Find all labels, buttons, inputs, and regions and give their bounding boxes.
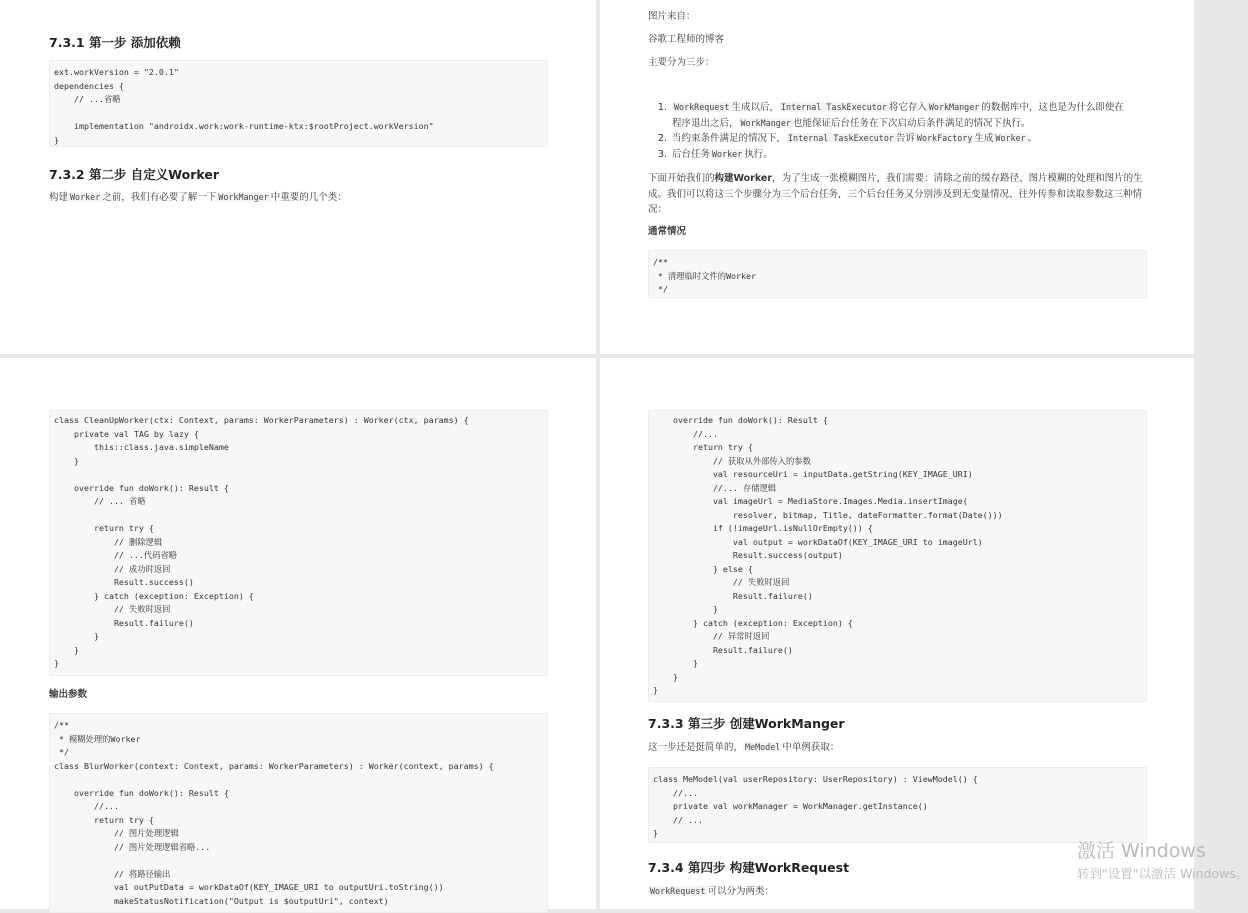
code-line: } [653,658,698,668]
inline-code: Worker [712,148,743,159]
code-line [54,107,543,121]
code-line: // 将路径输出 [54,868,171,879]
subheading-output-params: 输出参数 [49,689,88,700]
code-lines [54,414,543,671]
code-line: return try { [54,523,154,533]
code-line: } [653,685,658,695]
code-line: implementation "androidx.work:work-runtime-ktx:$rootProject.workVersion" [54,121,434,131]
page-top-left [0,0,596,354]
watermark-title: 激活 Windows [1077,840,1206,862]
inline-code: Worker [995,133,1026,143]
text: 。 [1027,133,1038,144]
text: 下面开始我们的 [648,173,715,184]
code-line: //... [653,428,718,439]
code-block-blur-worker [49,713,548,913]
text: 告诉 [895,133,915,144]
code-line: class MeModel(val userRepository: UserRepository) : ViewModel() { [653,774,978,784]
inline-code: Internal TaskExecutor [788,133,894,143]
bold-text: 构建Worker [714,173,773,184]
text: 后台任务 [672,148,711,160]
code-line: Result.failure() [653,644,793,655]
text: 之前，我们有必要了解一下 [102,192,217,203]
code-line [54,773,543,787]
heading-build-workrequest: 7.3.4 第四步 构建WorkRequest [648,860,850,875]
code-line [54,509,543,523]
code-line: this::class.java.simpleName [54,442,229,452]
code-line [54,468,543,482]
inline-code: WorkRequest [674,102,730,112]
code-line: */ [653,284,668,294]
code-line: } [54,644,79,655]
code-line: */ [54,747,69,757]
page-bottom-left [0,358,596,909]
text: 程序退出之后， [672,117,739,129]
code-line: // 图片处理逻辑 [54,828,179,838]
inline-code: WorkManger [928,102,980,112]
code-line: // 删除逻辑 [54,536,163,547]
code-line: // 图片处理逻辑省略... [54,841,211,852]
image-source-text: 谷歌工程师的博客 [648,34,725,45]
code-line: //... [54,801,119,811]
text: 中单例获取： [782,742,840,753]
code-line: // 获取从外部传入的参数 [653,455,811,466]
code-line: } catch (exception: Exception) { [54,590,254,601]
code-line: val outPutData = workDataOf(KEY_IMAGE_URI to outputUri.toString()) [54,882,444,892]
code-line: } [54,631,99,641]
list-item [670,100,1170,131]
text: 也能保证后台任务在下次启动后条件满足的情况下执行。 [792,117,1031,129]
watermark-subtitle: 转到"设置"以激活 Windows。 [1077,866,1248,881]
code-line: val output = workDataOf(KEY_IMAGE_URI to imageUrl) [653,536,983,547]
code-line: } catch (exception: Exception) { [653,617,853,628]
text: 将它存入 [888,102,927,113]
code-line: // ... [653,814,703,825]
code-line: Result.success() [54,577,194,587]
text: ，为了生成一张模糊图片，我们需要：清除之前的缓存路径、图片模糊的处理和图片的生成。我们可以将这三个步骤分为三个后台任务，三个后台任务又分别涉及到无变量情况、往外传参和读取参数这三种情况： [648,173,1143,215]
code-line: //... [653,787,698,798]
code-line: } else { [653,563,753,574]
code-line: } [653,671,678,682]
paragraph-workrequest-types [648,884,774,900]
code-line: override fun doWork(): Result { [54,787,229,798]
code-line: // ...代码省略 [54,550,178,560]
code-line: //... 存储逻辑 [653,482,777,493]
code-line: } [54,658,59,668]
steps-list [648,100,1170,162]
inline-code: WorkFactory [916,133,973,143]
code-lines [54,719,543,908]
code-line: } [54,134,59,145]
code-line: val imageUrl = MediaStore.Images.Media.insertImage( [653,496,968,506]
page-top-right [600,0,1194,354]
code-line: ext.workVersion = "2.0.1" [54,67,179,77]
windows-activation-watermark [1077,838,1248,883]
inline-code: WorkManger [218,192,269,202]
code-line: if (!imageUrl.isNullOrEmpty()) { [653,523,873,533]
inline-code: MeModel [745,742,781,752]
code-block-cleanup-worker [49,410,548,676]
code-block-cleanup-comment [648,250,1147,298]
code-line [54,854,543,868]
text: 可以分为两类： [707,886,774,897]
paragraph-workmanager-intro [648,740,839,756]
text: 这一步还是挺简单的， [648,742,744,753]
code-line: resolver, bitmap, Title, dateFormatter.format(Date())) [653,509,1003,520]
code-line: // ...省略 [54,94,121,104]
list-item [670,147,1170,163]
code-lines [653,773,1142,841]
text: 生成以后， [731,102,779,113]
code-line: } [54,455,79,466]
text: 构建 [49,192,69,203]
code-line: return try { [653,442,753,452]
code-line: private val TAG by lazy { [54,428,199,439]
code-line: // 失败时返回 [653,577,790,587]
code-line: override fun doWork(): Result { [54,482,229,493]
code-line: // 成功时返回 [54,563,171,574]
page-bottom-right [600,358,1194,909]
paragraph-worker-intro [49,190,347,206]
code-line: * 清理临时文件的Worker [653,270,757,281]
code-line: class BlurWorker(context: Context, params: WorkerParameters) : Worker(context, params) { [54,760,494,771]
three-steps-label: 主要分为三步： [648,57,715,68]
code-line: // 失败时返回 [54,604,171,614]
code-line: /** [54,720,69,730]
code-line: } [653,604,718,614]
image-source-label: 图片来自： [648,11,696,22]
code-line: /** [653,257,668,267]
heading-add-dependency: 7.3.1 第一步 添加依赖 [49,35,181,50]
text: 中重要的几个类： [270,192,347,203]
code-line: return try { [54,814,154,825]
code-line: // 异常时返回 [653,631,770,641]
code-line: class CleanUpWorker(ctx: Context, params: WorkerParameters) : Worker(ctx, params) { [54,415,469,425]
code-lines [653,414,1142,698]
text: 的数据库中，这也是为什么即使在 [981,102,1124,113]
code-line: Result.failure() [653,590,813,601]
inline-code: WorkManger [740,117,791,128]
code-block-save-worker [648,410,1147,702]
heading-create-workmanager: 7.3.3 第三步 创建WorkManger [648,716,845,731]
text: 当约束条件满足的情况下， [672,133,787,144]
inline-code: Worker [70,192,101,202]
code-block-dependencies [49,60,548,147]
code-line: * 模糊处理的Worker [54,733,141,744]
text: 生成 [974,133,994,144]
code-block-memodel [648,767,1147,843]
inline-code: WorkRequest [650,886,706,896]
code-line: // ... 省略 [54,496,146,506]
code-line: Result.failure() [54,617,194,628]
code-lines [54,66,543,147]
code-line: dependencies { [54,80,124,91]
code-line: private val workManager = WorkManager.getInstance() [653,801,928,811]
code-line: } [653,828,658,838]
code-line: val resourceUri = inputData.getString(KEY_IMAGE_URI) [653,469,973,479]
list-item [670,131,1170,147]
heading-custom-worker: 7.3.2 第二步 自定义Worker [49,167,220,182]
code-line: Result.success(output) [653,550,843,560]
subheading-normal-case: 通常情况 [648,226,687,237]
code-lines [653,256,1142,297]
inline-code: Internal TaskExecutor [780,102,887,112]
code-line: makeStatusNotification("Output is $outputUri", context) [54,895,389,906]
paragraph-build-worker [648,171,1148,218]
text: 执行。 [744,148,773,160]
code-line: override fun doWork(): Result { [653,415,828,425]
